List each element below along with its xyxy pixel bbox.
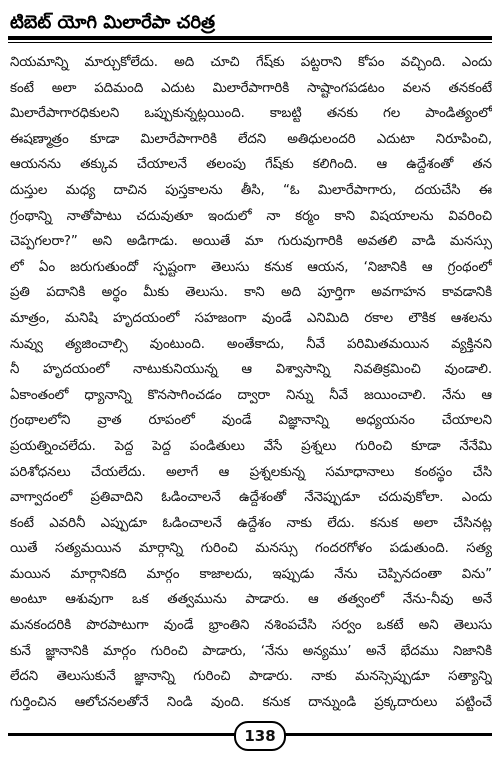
body-line: కంటే అలా పదిమంది ఎదుట మిలారేపాగారికి సాష్టాంగపడటం వలన తనకంటే bbox=[10, 80, 492, 96]
body-line: మిలారేపాగారధికులని ఒప్పుకున్నట్లయింది. కాబట్టి తనకు గల పాండిత్యంలో bbox=[10, 106, 492, 122]
body-line: గుర్తించిన ఆలోచనలతోనే నిండి వుంది. కనుక దాన్నుండి ప్రక్కదారులు పట్టించే bbox=[10, 694, 492, 710]
body-line: ఏకాంతంలో ధ్యానాన్ని కొనసాగించడం ద్వారా నిన్ను నీవే జయించాలి. నేను ఆ bbox=[10, 387, 492, 403]
body-line: వాగ్వాదంలో ప్రతివాదిని ఓడించాలనే ఉద్దేశంతో నేనెప్పుడూ చదువుకోలా. ఎందు bbox=[10, 490, 492, 506]
book-title: టిబెట్ యోగి మిలారేపా చరిత్ర bbox=[10, 12, 215, 33]
body-line: గ్రంథాలలోని వ్రాత రూపంలో వుండే విజ్ఞానాన్ని అధ్యయనం చేయాలని bbox=[10, 413, 492, 429]
body-line: ప్రతి పదానికి అర్థం మీకు తెలుసు. కాని అది పూర్తిగా అవగాహన కావడానికి bbox=[10, 285, 492, 301]
body-line: లో ఏం జరుగుతుందో స్పష్టంగా తెలుసు కనుక ఆయన, ‘నిజానికి ఆ గ్రంథంలో bbox=[10, 259, 492, 275]
body-line: మనకందరికి పొరపాటుగా వుండే భ్రాంతిని నశింపచేసి సర్వం ఒకటే అని తెలుసు bbox=[10, 618, 492, 634]
page-footer bbox=[8, 720, 492, 754]
body-line: అంటూ ఆశువుగా ఒక తత్వమును పాడారు. ఆ తత్వంలో నేను-నీవు అనే bbox=[10, 592, 492, 608]
body-line: నువ్వు త్యజించాల్సి వుంటుంది. అంతేకాదు, నీవే పరిమితమయిన వ్యక్తినని bbox=[10, 336, 492, 352]
body-line: ఈషణ్మాత్రం కూడా మిలారేపాగారికి లేదని అతిధులందరి ఎదుటా నిరూపించి, bbox=[10, 131, 492, 147]
body-line: ఆయనను తక్కువ చేయాలనే తలంపు గేష్‌కు కలిగింది. ఆ ఉద్దేశంతో తన bbox=[10, 157, 492, 173]
body-line: చెప్పగలరా?” అని అడిగాడు. అయితే మా గురువుగారికి అవతలి వాడి మనస్సు bbox=[10, 234, 492, 250]
body-line: లేదని తెలుసుకునే జ్ఞానాన్ని గురించి పాడారు. నాకు మనస్సెప్పుడూ సత్యాన్ని bbox=[10, 669, 492, 685]
page-body bbox=[10, 50, 492, 715]
body-line: దుస్తుల మధ్య దాచిన పుస్తకాలను తీసి, “ఓ మిలారేపాగారు, దయచేసి ఈ bbox=[10, 182, 492, 198]
body-line: యితే సత్యమయిన మార్గాన్ని గురించి మనస్సు గందరగోళం పడుతుంది. సత్య bbox=[10, 541, 492, 557]
body-line: మాత్రం, మనిషి హృదయంలో సహజంగా వుండే ఎనిమిది రకాల లౌకిక ఆశలను bbox=[10, 310, 492, 326]
body-line: పరిశోధనలు చేయలేదు. అలాగే ఆ ప్రశ్నలకున్న సమాధానాలు కంఠస్థం చేసి bbox=[10, 464, 492, 480]
page-number: 138 bbox=[234, 721, 286, 751]
body-line: కంటే ఎవరినీ ఎప్పుడూ ఓడించాలనే ఉద్దేశం నాకు లేదు. కనుక అలా చేసినట్ల bbox=[10, 515, 492, 531]
body-line: మయిన మార్గానికది మార్గం కాజాలదు, ఇప్పుడు నేను చెప్పినదంతా విను” bbox=[10, 566, 492, 582]
body-line: నియమాన్ని మార్చుకోలేదు. అది చూచి గేష్‌కు పట్టరాని కోపం వచ్చింది. ఎందు bbox=[10, 55, 492, 70]
body-line: కునే జ్ఞానానికి మార్గం గురించి పాడారు, ‘నేను అన్యము’ అనే భేదము నిజానికి bbox=[10, 643, 492, 659]
body-line: నీ హృదయంలో నాటుకునియున్న ఆ విశ్వాసాన్ని నివతిక్రమించి వుండాలి. bbox=[10, 362, 492, 378]
header-rule-thin bbox=[8, 42, 492, 43]
header-rule bbox=[8, 36, 492, 40]
body-line: ప్రయత్నించలేదు. పెద్ద పెద్ద పండితులు వేసే ప్రశ్నలు గురించి కూడా నేనేమి bbox=[10, 438, 492, 454]
body-line: గ్రంథాన్ని నాతోపాటు చదువుతూ ఇందులో నా కర్మం కాని విషయాలను వివరించి bbox=[10, 208, 492, 224]
running-header bbox=[8, 6, 492, 44]
